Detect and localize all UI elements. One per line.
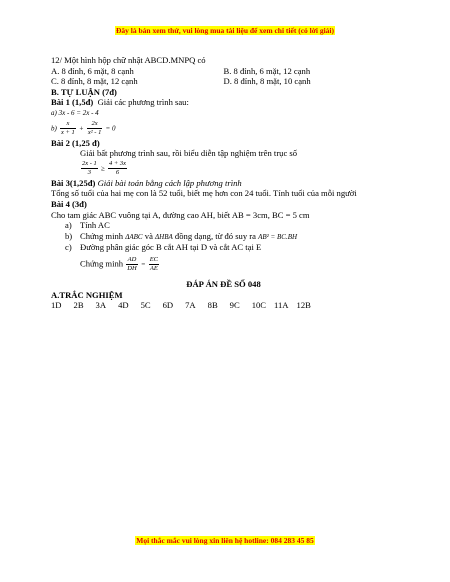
answer-item: 12B	[296, 300, 311, 311]
bai4-title: Bài 4 (3đ)	[51, 198, 87, 209]
bai1-equation-a: a) 3x - 6 = 2x - 4	[51, 108, 99, 117]
bai1-title: Bài 1 (1,5đ)	[51, 97, 94, 108]
answer-item: 2B	[73, 300, 84, 311]
bai4-part-b: b) Chứng minh ΔABC và ΔHBA đồng dạng, từ đó suy ra AB² = BC.BH	[65, 230, 298, 241]
answer-item: 9C	[229, 300, 240, 311]
preview-banner: Đây là bản xem thử, vui lòng mua tài liệu để xem chi tiết (có lời giải)	[115, 26, 335, 35]
answer-item: 1D	[51, 300, 62, 311]
section-b-heading: B. TỰ LUẬN (7đ)	[51, 86, 117, 97]
bai2-inequality: $\frac{2x - 1}{3}$ ≥ $\frac{4 + 3x}{6}$	[82, 159, 126, 176]
bai4-text: Cho tam giác ABC vuông tại A, đường cao AH, biết AB = 3cm, BC = 5 cm	[51, 209, 310, 220]
bai1-text: Giải các phương trình sau:	[97, 97, 189, 108]
q12-stem: 12/ Một hình hộp chữ nhật ABCD.MNPQ có	[51, 55, 206, 65]
answer-item: 7A	[185, 300, 196, 311]
bai1-equation-b: b) $\frac{x}{x + 1}$ + $\frac{2x}{\text{x² - 1}}$ = 0	[51, 119, 116, 136]
q12-options-row1	[51, 66, 396, 77]
bai3-heading	[51, 178, 396, 189]
bai1-b-label: b)	[51, 124, 57, 133]
bai3-text: Tổng số tuổi của hai mẹ con là 52 tuổi, biết mẹ hơn con 24 tuổi. Tính tuổi của mỗi người	[51, 188, 357, 199]
bai1-heading	[51, 97, 396, 108]
answer-item: 4D	[118, 300, 129, 311]
bai4-fraction-2: $\frac{EC}{AE}$	[149, 255, 159, 272]
bai3-title: Bài 3(1,25đ)	[51, 177, 96, 188]
bai2-text: Giải bất phương trình sau, rồi biểu diễn tập nghiệm trên trục số	[80, 148, 298, 159]
q12-option-c: C. 8 đỉnh, 8 mặt, 12 cạnh	[51, 76, 138, 87]
hotline-banner: Mọi thắc mắc vui lòng xin liên hệ hotline: 084 283 45 85	[136, 536, 314, 545]
answer-item: 10C	[251, 300, 267, 311]
answer-item: 6D	[162, 300, 174, 311]
bai2-title: Bài 2 (1,25 đ)	[51, 137, 100, 148]
answer-item: 11A	[274, 300, 289, 311]
bai2-fraction-2: $\frac{4 + 3x}{6}$	[108, 159, 126, 176]
bai4-fraction-1: $\frac{AD}{DH}$	[127, 255, 137, 272]
bai1-fraction-2: $\frac{2x}{\text{x² - 1}}$	[87, 119, 102, 136]
answer-section: A.TRẮC NGHIỆM	[51, 289, 123, 300]
bai3-subtitle: Giải bài toán bằng cách lập phương trình	[97, 177, 242, 188]
answer-item: 5C	[140, 300, 151, 311]
document-body	[51, 55, 396, 311]
answer-title: ĐÁP ÁN ĐỀ SỐ 048	[186, 278, 261, 289]
bai4-part-a: a) Tính AC	[65, 220, 110, 231]
q12-options-row2	[51, 76, 396, 87]
answer-list	[51, 300, 396, 311]
bai4-proof: Chứng minh $\frac{AD}{DH}$ = $\frac{EC}{AE}$	[80, 255, 159, 272]
q12-option-a: A. 8 đỉnh, 6 mặt, 8 cạnh	[51, 65, 134, 76]
q12-option-d: D. 8 đỉnh, 8 mặt, 10 cạnh	[223, 76, 311, 87]
answer-item: 3A	[95, 300, 107, 311]
answer-item: 8B	[207, 300, 218, 311]
bai1-fraction-1: $\frac{x}{x + 1}$	[61, 119, 75, 136]
q12-option-b: B. 8 đỉnh, 6 mặt, 12 cạnh	[223, 65, 311, 76]
bai2-fraction-1: $\frac{2x - 1}{3}$	[82, 159, 97, 176]
bai4-part-c: c) Đường phân giác góc B cắt AH tại D và cắt AC tại E	[65, 242, 262, 253]
